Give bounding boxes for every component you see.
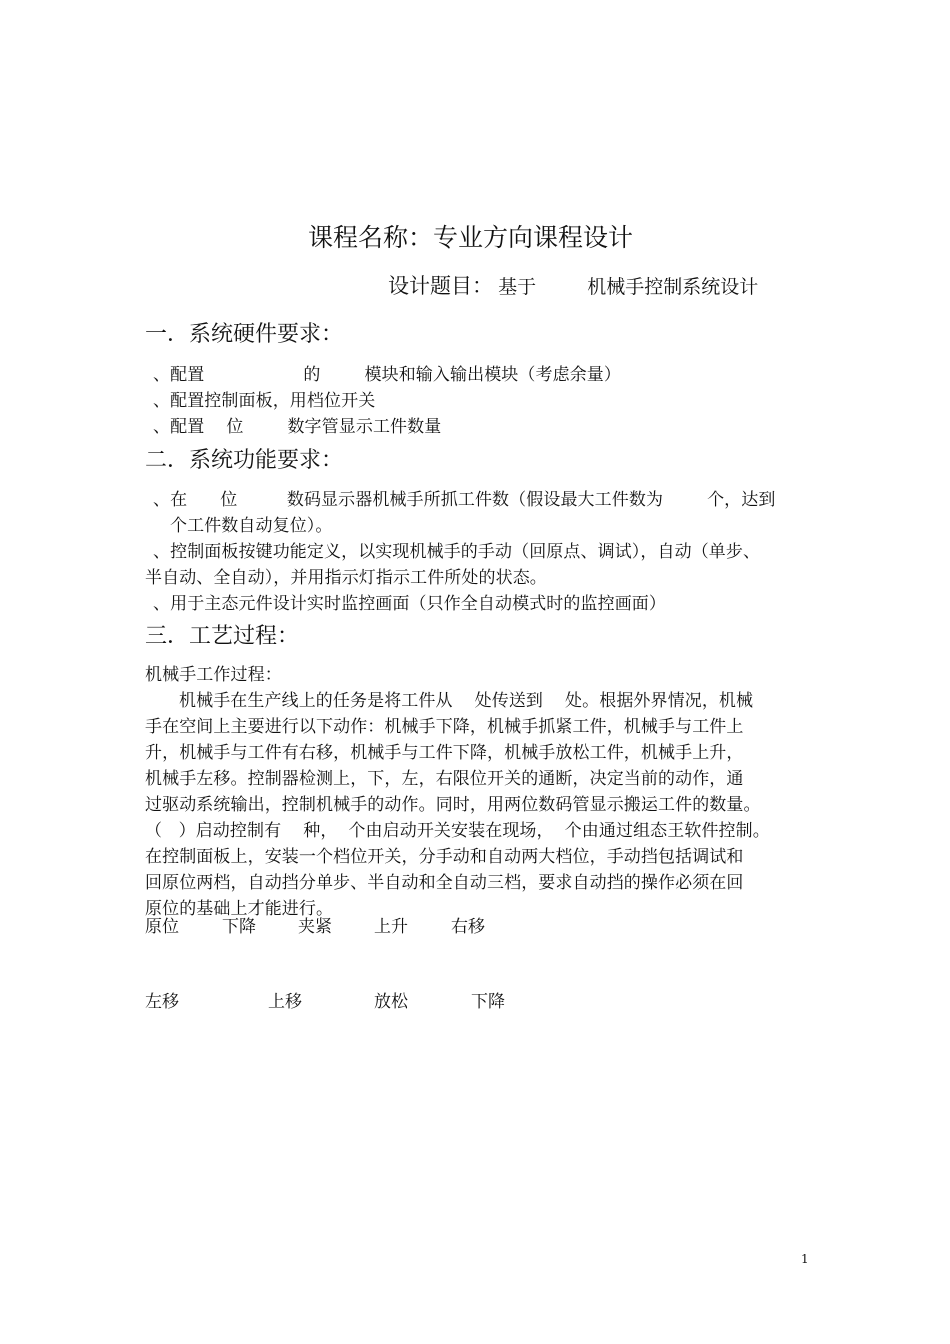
paragraph-line: 机械手在生产线上的任务是将工件从 处传送到 处。根据外界情况，机械 [179, 691, 754, 711]
design-topic-prefix: 基于 [498, 276, 537, 298]
paragraph-line: 机械手左移。控制器检测上，下，左，右限位开关的通断，决定当前的动作，通 [145, 769, 744, 789]
page-number: 1 [801, 1252, 809, 1266]
step-label: 下降 [471, 992, 505, 1012]
step-label: 上升 [374, 917, 408, 937]
step-label: 右移 [451, 917, 485, 937]
design-topic-name: 机械手控制系统设计 [587, 276, 759, 298]
paragraph-line: 手在空间上主要进行以下动作：机械手下降，机械手抓紧工件，机械手与工件上 [145, 717, 744, 737]
list-item: 、控制面板按键功能定义，以实现机械手的手动（回原点、调试），自动（单步、 [153, 542, 761, 562]
design-topic-label: 设计题目： [388, 274, 493, 298]
paragraph-line: （ ）启动控制有 种， 个由启动开关安装在现场， 个由通过组态王软件控制。 [145, 821, 770, 841]
list-item-continued: 个工件数自动复位）。 [170, 516, 333, 536]
step-label: 放松 [374, 992, 408, 1012]
section-heading-hardware: 一．系统硬件要求： [145, 322, 344, 347]
design-topic [388, 270, 758, 300]
list-item: 、配置控制面板，用档位开关 [153, 391, 376, 411]
hardware-list [145, 362, 810, 440]
paragraph-line: 在控制面板上，安装一个档位开关，分手动和自动两大档位，手动挡包括调试和 [145, 847, 744, 867]
step-label: 夹紧 [298, 917, 332, 937]
list-item: 、用于主态元件设计实时监控画面（只作全自动模式时的监控画面） [153, 594, 666, 614]
list-item-continued: 半自动、全自动），并用指示灯指示工件所处的状态。 [145, 568, 547, 588]
function-list [145, 487, 810, 617]
section-heading-function: 二．系统功能要求： [145, 448, 344, 473]
step-label: 原位 [145, 917, 179, 937]
process-body [145, 662, 810, 922]
paragraph-line: 回原位两档，自动挡分单步、半自动和全自动三档，要求自动挡的操作必须在回 [145, 873, 744, 893]
course-title: 课程名称：专业方向课程设计 [308, 223, 634, 252]
list-item: 、配置 的 模块和输入输出模块（考虑余量） [153, 365, 621, 385]
list-item: 、在 位 数码显示器机械手所抓工件数（假设最大工件数为 个，达到 [153, 490, 776, 510]
process-subheading: 机械手工作过程： [145, 665, 282, 685]
paragraph-line: 过驱动系统输出，控制机械手的动作。同时，用两位数码管显示搬运工件的数量。 [145, 795, 761, 815]
section-heading-process: 三．工艺过程： [145, 624, 300, 649]
step-label: 上移 [268, 992, 302, 1012]
paragraph-line: 升，机械手与工件有右移，机械手与工件下降，机械手放松工件，机械手上升， [145, 743, 744, 763]
step-label: 下降 [222, 917, 256, 937]
paragraph-line: 原位的基础上才能进行。 [145, 899, 334, 919]
step-label: 左移 [145, 992, 179, 1012]
list-item: 、配置 位 数字管显示工件数量 [153, 417, 442, 437]
